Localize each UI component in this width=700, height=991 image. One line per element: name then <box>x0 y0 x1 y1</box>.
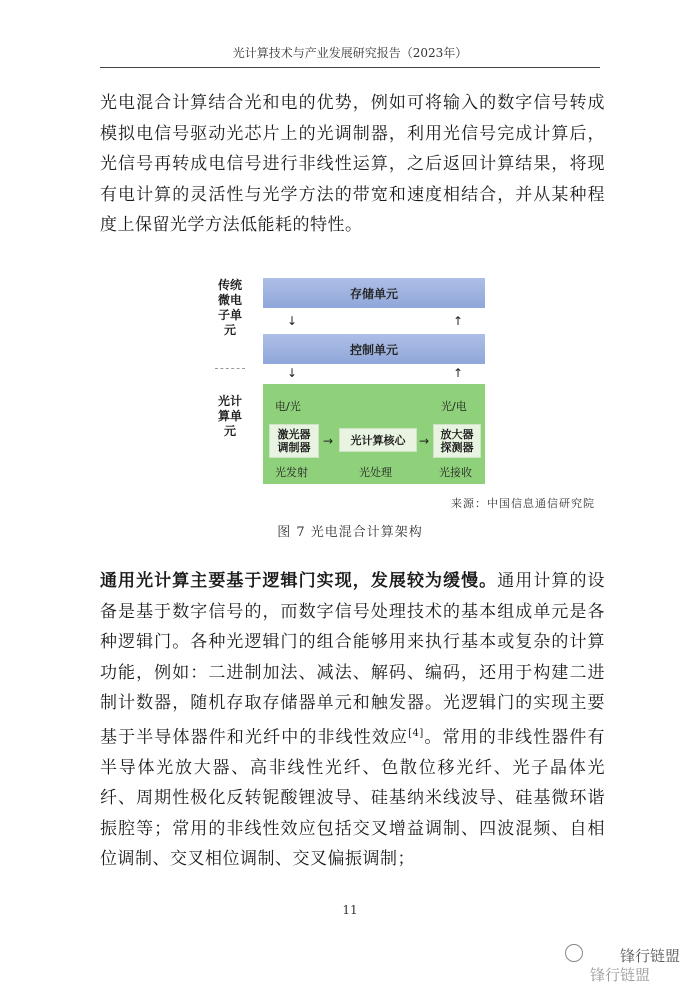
optical-core-box: 光计算核心 <box>339 428 417 452</box>
intro-paragraph: 光电混合计算结合光和电的优势，例如可将输入的数字信号转成模拟电信号驱动光芯片上的光调制器，利用光信号完成计算后，光信号再转成电信号进行非线性运算，之后返回计算结果，将现有电计算的灵活性与光学方法的带宽和速度相结合，并从某种程度上保留光学方法低能耗的特性。 <box>100 93 605 235</box>
right-arrow-icon: → <box>419 434 430 448</box>
up-arrow-icon: ↑ <box>453 366 464 380</box>
up-arrow-icon: ↑ <box>453 314 464 328</box>
laser-modulator-box: 激光器 调制器 <box>269 424 319 458</box>
optical-computing-box <box>263 384 485 484</box>
figure-caption: 图 7 光电混合计算架构 <box>277 525 423 540</box>
paragraph-body: 通用计算的设备是基于数字信号的，而数字信号处理技术的基本组成单元是各种逻辑门。各种光逻辑门的组合能够用来执行基本或复杂的计算功能，例如：二进制加法、减法、解码、编码，还用于构建二进制计数器，随机存取存储器单元和触发器。光逻辑门的实现主要基于半导体器件和光纤中的非线性效应 <box>100 571 606 748</box>
page-header: 光计算技术与产业发展研究报告（2023年） <box>100 44 600 68</box>
watermark-text-faded: 锋行链盟 <box>590 966 651 984</box>
page-number: 11 <box>342 903 358 917</box>
amplifier-detector-box: 放大器 探测器 <box>433 424 481 458</box>
oe-conversion-label: 光/电 <box>441 400 467 413</box>
right-arrow-icon: → <box>323 434 334 448</box>
citation-ref[interactable]: [4] <box>408 727 424 739</box>
optical-unit-label: 光计算单元 <box>217 394 242 438</box>
down-arrow-icon: ↓ <box>287 314 298 328</box>
wechat-icon <box>565 944 583 962</box>
watermark-text: 锋行链盟 <box>620 947 681 965</box>
process-label: 光处理 <box>359 466 392 479</box>
paragraph-lead: 通用光计算主要基于逻辑门实现，发展较为缓慢。 <box>100 571 498 591</box>
receive-label: 光接收 <box>439 466 472 479</box>
down-arrow-icon: ↓ <box>287 366 298 380</box>
traditional-unit-label: 传统微电子单元 <box>215 278 245 369</box>
figure-source: 来源：中国信息通信研究院 <box>451 497 595 510</box>
control-unit-box: 控制单元 <box>263 334 485 364</box>
storage-unit-box: 存储单元 <box>263 278 485 308</box>
eo-conversion-label: 电/光 <box>275 400 301 413</box>
body-paragraph <box>100 566 605 875</box>
architecture-figure <box>215 274 485 484</box>
paragraph-tail: 。常用的非线性器件有半导体光放大器、高非线性光纤、色散位移光纤、光子晶体光纤、周期性极化反转铌酸锂波导、硅基纳米线波导、硅基微环谐振腔等；常用的非线性效应包括交叉增益调制、四波混频、自相位调制、交叉相位调制、交叉偏振调制； <box>100 727 606 870</box>
emit-label: 光发射 <box>275 466 308 479</box>
